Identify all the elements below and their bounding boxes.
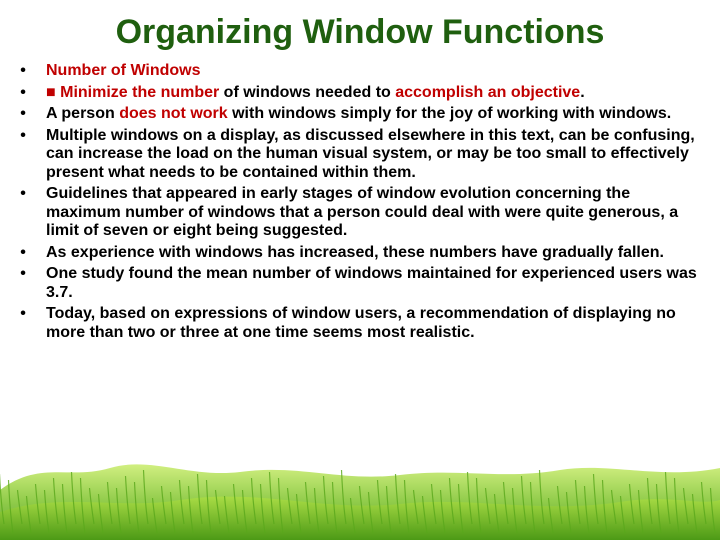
bullet-dot-icon: • — [20, 265, 26, 282]
bullet-dot-icon: • — [20, 62, 26, 79]
bullet-list — [16, 62, 706, 345]
bullet-text-segment: . — [580, 83, 585, 101]
bullet-text-segment: does not work — [119, 105, 228, 122]
bullet-text-segment: Guidelines that appeared in early stages of window evolution concerning the maximum number of windows that a person could deal with were quite generous, a limit of seven or eight being suggested. — [46, 185, 679, 239]
bullet-text-segment: with windows simply for the joy of working with windows. — [227, 105, 672, 122]
bullet-text-segment: Today, based on expressions of window users, a recommendation of displaying no more than two or three at one time seems most realistic. — [46, 305, 676, 341]
bullet-text-segment: Multiple windows on a display, as discussed elsewhere in this text, can be confusing, can increase the load on the human visual system, or may be too small to effectively present what needs to be contained within them. — [46, 126, 695, 181]
bullet-item — [16, 244, 706, 263]
bullet-dot-icon: • — [20, 243, 26, 261]
bullet-item — [16, 84, 706, 103]
bullet-dot-icon: • — [20, 126, 26, 144]
bullet-text-segment: A person — [46, 105, 120, 122]
bullet-item — [16, 305, 706, 342]
bullet-dot-icon: • — [20, 305, 26, 322]
bullet-dot-icon: • — [20, 105, 26, 122]
grass-decoration — [0, 420, 720, 540]
bullet-item — [16, 185, 706, 241]
bullet-item — [16, 105, 706, 124]
bullet-dot-icon: • — [20, 185, 26, 202]
bullet-item — [16, 62, 706, 81]
bullet-text-segment: Number of Windows — [46, 62, 201, 79]
slide-title: Organizing Window Functions — [115, 13, 605, 51]
bullet-text-segment: As experience with windows has increased, these numbers have gradually fallen. — [46, 243, 664, 261]
bullet-text-segment: of windows needed to — [219, 83, 396, 101]
bullet-dot-icon: • — [20, 83, 26, 101]
bullet-item — [16, 265, 706, 302]
bullet-text-segment: accomplish an objective — [395, 83, 581, 101]
bullet-text-segment: One study found the mean number of windows maintained for experienced users was 3.7. — [46, 265, 697, 301]
bullet-text-segment: ■ Minimize the number — [46, 83, 220, 101]
bullet-item — [16, 127, 706, 183]
